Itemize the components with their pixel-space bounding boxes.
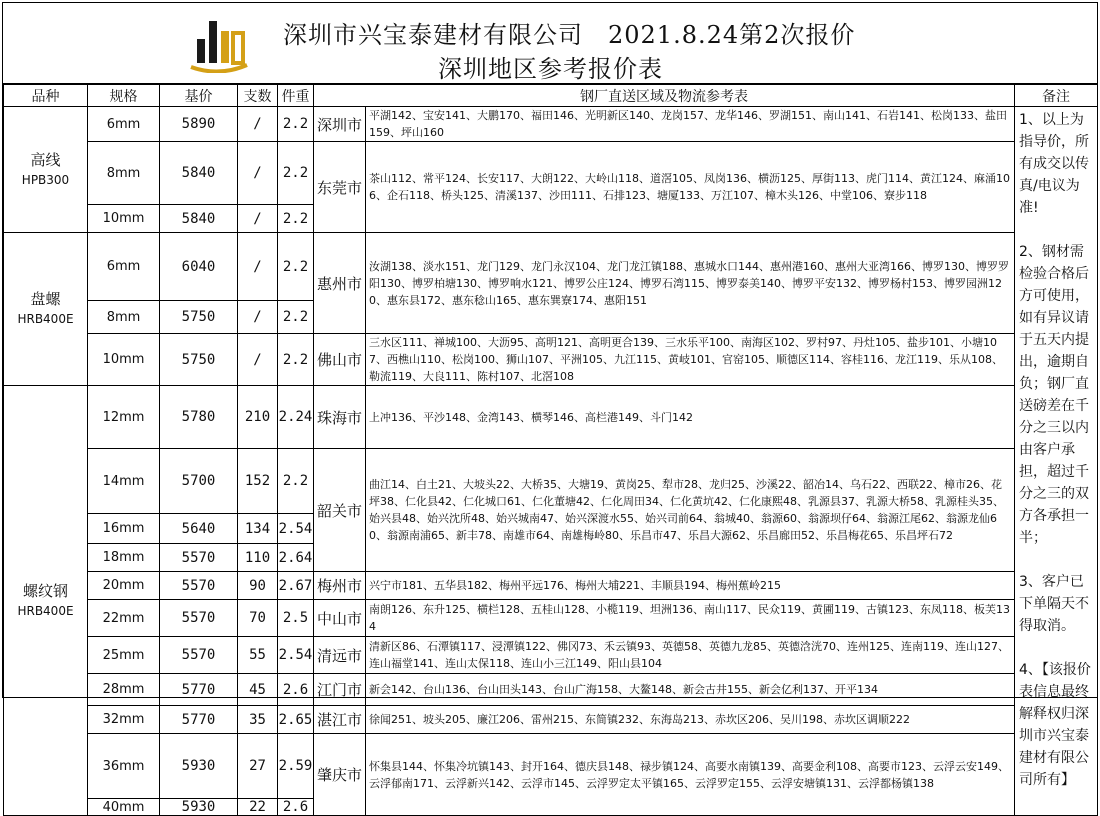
cell-weight: 2.2 bbox=[278, 449, 314, 514]
cell-count: / bbox=[238, 205, 278, 233]
cell-spec: 25mm bbox=[88, 637, 160, 674]
note-item: 1、以上为指导价，所有成交以传真/电议为准! bbox=[1019, 112, 1089, 216]
cell-weight: 2.24 bbox=[278, 386, 314, 449]
region-areas: 汝湖138、淡水151、龙门129、龙门永汉104、龙门龙江镇188、惠城水口144、惠州港160、惠州大亚湾166、博罗130、博罗罗阳130、博罗柏塘130、博罗响水121、博罗公庄124、博罗石湾115、博罗泰美140、博罗平安132、博罗杨村153、博罗园洲120、惠东县172、惠东稔山165、惠东巽寮174、惠阳151 bbox=[366, 233, 1015, 334]
cell-price: 5570 bbox=[160, 600, 238, 637]
kind-code: HPB300 bbox=[21, 172, 70, 187]
cell-count: 210 bbox=[238, 386, 278, 449]
table-row bbox=[4, 386, 1098, 449]
cell-price: 5930 bbox=[160, 799, 238, 816]
cell-weight: 2.2 bbox=[278, 205, 314, 233]
col-region: 钢厂直送区域及物流参考表 bbox=[314, 85, 1015, 107]
region-city: 韶关市 bbox=[314, 449, 366, 572]
kind-name: 螺纹钢 bbox=[22, 581, 68, 600]
cell-spec: 10mm bbox=[88, 334, 160, 386]
cell-spec: 6mm bbox=[88, 107, 160, 142]
cell-weight: 2.2 bbox=[278, 107, 314, 142]
cell-spec: 14mm bbox=[88, 449, 160, 514]
kind-code: HRB400E bbox=[17, 312, 74, 326]
cell-count: / bbox=[238, 107, 278, 142]
region-city: 惠州市 bbox=[314, 233, 366, 334]
cell-spec: 28mm bbox=[88, 674, 160, 706]
cell-price: 5640 bbox=[160, 514, 238, 544]
cell-spec: 12mm bbox=[88, 386, 160, 449]
cell-spec: 22mm bbox=[88, 600, 160, 637]
cell-price: 5770 bbox=[160, 674, 238, 706]
cell-count: 22 bbox=[238, 799, 278, 816]
cell-weight: 2.2 bbox=[278, 233, 314, 301]
cell-weight: 2.2 bbox=[278, 334, 314, 386]
cell-spec: 6mm bbox=[88, 233, 160, 301]
product-kind bbox=[4, 386, 88, 816]
table-row bbox=[4, 233, 1098, 301]
col-price: 基价 bbox=[160, 85, 238, 107]
cell-spec: 32mm bbox=[88, 706, 160, 734]
product-kind bbox=[4, 233, 88, 386]
cell-weight: 2.2 bbox=[278, 301, 314, 334]
region-city: 中山市 bbox=[314, 600, 366, 637]
price-sheet bbox=[2, 2, 1098, 815]
note-item: 4、【该报价表信息最终解释权归深圳市兴宝泰建材有限公司所有】 bbox=[1019, 662, 1091, 788]
region-city: 湛江市 bbox=[314, 706, 366, 734]
cell-price: 5780 bbox=[160, 386, 238, 449]
cell-weight: 2.59 bbox=[278, 734, 314, 799]
cell-price: 5930 bbox=[160, 734, 238, 799]
region-areas: 三水区111、禅城100、大沥95、高明121、高明更合139、三水乐平100、南海区102、罗村97、丹灶105、盐步101、小塘107、西樵山110、松岗100、狮山107、平洲105、九江115、黄岐101、官窑105、顺德区114、容桂116、龙江119、乐从108、勒流119、大良111、陈村107、北滘108 bbox=[366, 334, 1015, 386]
region-city: 清远市 bbox=[314, 637, 366, 674]
table-row bbox=[4, 107, 1098, 142]
cell-count: 134 bbox=[238, 514, 278, 544]
cell-weight: 2.54 bbox=[278, 514, 314, 544]
cell-weight: 2.67 bbox=[278, 572, 314, 600]
cell-spec: 18mm bbox=[88, 544, 160, 572]
price-table bbox=[3, 84, 1098, 816]
col-weight: 件重 bbox=[278, 85, 314, 107]
col-spec: 规格 bbox=[88, 85, 160, 107]
region-areas: 平湖142、宝安141、大鹏170、福田146、光明新区140、龙岗157、龙华146、罗湖151、南山141、石岩141、松岗133、盐田159、坪山160 bbox=[366, 107, 1015, 142]
cell-count: 55 bbox=[238, 637, 278, 674]
cell-count: 35 bbox=[238, 706, 278, 734]
cell-price: 5840 bbox=[160, 142, 238, 205]
cell-price: 5570 bbox=[160, 544, 238, 572]
cell-weight: 2.6 bbox=[278, 674, 314, 706]
cell-count: / bbox=[238, 233, 278, 301]
note-item: 2、钢材需检验合格后方可使用，如有异议请于五天内提出，逾期自负；钢厂直送磅差在千分之三以内由客户承担，超过千分之三的双方各承担一半； bbox=[1019, 244, 1089, 546]
region-areas: 徐闻251、坡头205、廉江206、雷州215、东简镇232、东海岛213、赤坎区206、吴川198、赤坎区调顺222 bbox=[366, 706, 1015, 734]
cell-count: / bbox=[238, 301, 278, 334]
cell-price: 5750 bbox=[160, 334, 238, 386]
region-areas: 兴宁市181、五华县182、梅州平远176、梅州大埔221、丰顺县194、梅州蕉岭215 bbox=[366, 572, 1015, 600]
cell-price: 5570 bbox=[160, 572, 238, 600]
region-city: 深圳市 bbox=[314, 107, 366, 142]
product-kind bbox=[4, 107, 88, 233]
region-city: 东莞市 bbox=[314, 142, 366, 233]
cell-weight: 2.2 bbox=[278, 142, 314, 205]
cell-count: / bbox=[238, 334, 278, 386]
cell-count: 45 bbox=[238, 674, 278, 706]
cell-spec: 36mm bbox=[88, 734, 160, 799]
region-areas: 曲江14、白土21、大坡头22、大桥35、大塘19、黄岗25、犁市28、龙归25、沙溪22、韶冶14、乌石22、西联22、樟市26、花坪38、仁化县42、仁化城口61、仁化董塘42、仁化周田34、仁化黄坑42、仁化康熙48、乳源县37、乳源大桥58、乳源桂头35、始兴县48、始兴沈所48、始兴城南47、始兴深渡水55、始兴司前64、翁城40、翁源60、翁源坝仔64、翁源江尾62、翁源龙仙60、翁源南浦65、新丰78、南雄市64、南雄梅岭80、乐昌市47、乐昌大源62、乐昌廊田52、乐昌梅花65、乐昌坪石72 bbox=[366, 449, 1015, 572]
region-city: 珠海市 bbox=[314, 386, 366, 449]
cell-price: 5700 bbox=[160, 449, 238, 514]
cell-price: 5890 bbox=[160, 107, 238, 142]
table-row bbox=[4, 142, 1098, 205]
table-header-row bbox=[4, 85, 1098, 107]
region-city: 江门市 bbox=[314, 674, 366, 706]
cell-count: 90 bbox=[238, 572, 278, 600]
table-row bbox=[4, 600, 1098, 637]
table-row bbox=[4, 734, 1098, 799]
cell-price: 5750 bbox=[160, 301, 238, 334]
region-city: 肇庆市 bbox=[314, 734, 366, 816]
region-areas: 清新区86、石潭镇117、浸潭镇122、佛冈73、禾云镇93、英德58、英德九龙85、英德浛洸70、连州125、连南119、连山127、连山福堂141、连山太保118、连山小三江149、阳山县104 bbox=[366, 637, 1015, 674]
page-title: 深圳市兴宝泰建材有限公司 2021.8.24第2次报价 bbox=[283, 21, 856, 49]
kind-name: 高线 bbox=[30, 150, 61, 169]
cell-spec: 20mm bbox=[88, 572, 160, 600]
kind-code: HRB400E bbox=[17, 603, 74, 618]
page-subtitle: 深圳地区参考报价表 bbox=[438, 55, 663, 83]
col-kind: 品种 bbox=[4, 85, 88, 107]
header bbox=[3, 3, 1097, 84]
cell-weight: 2.64 bbox=[278, 544, 314, 572]
table-row bbox=[4, 674, 1098, 706]
cell-count: / bbox=[238, 142, 278, 205]
company-logo-icon bbox=[189, 17, 249, 73]
col-count: 支数 bbox=[238, 85, 278, 107]
region-areas: 上冲136、平沙148、金湾143、横琴146、高栏港149、斗门142 bbox=[366, 386, 1015, 449]
cell-weight: 2.5 bbox=[278, 600, 314, 637]
table-row bbox=[4, 449, 1098, 514]
region-areas: 南朗126、东升125、横栏128、五桂山128、小榄119、坦洲136、南山117、民众119、黄圃119、古镇123、东凤118、板芙134 bbox=[366, 600, 1015, 637]
cell-spec: 8mm bbox=[88, 301, 160, 334]
cell-count: 27 bbox=[238, 734, 278, 799]
table-row bbox=[4, 334, 1098, 386]
table-row bbox=[4, 637, 1098, 674]
cell-weight: 2.6 bbox=[278, 799, 314, 816]
cell-count: 110 bbox=[238, 544, 278, 572]
notes-column bbox=[1015, 107, 1098, 816]
region-city: 梅州市 bbox=[314, 572, 366, 600]
table-row bbox=[4, 572, 1098, 600]
cell-price: 5840 bbox=[160, 205, 238, 233]
cell-count: 70 bbox=[238, 600, 278, 637]
cell-spec: 40mm bbox=[88, 799, 160, 816]
cell-price: 5570 bbox=[160, 637, 238, 674]
kind-name: 盘螺 bbox=[30, 290, 61, 308]
cell-weight: 2.65 bbox=[278, 706, 314, 734]
cell-spec: 16mm bbox=[88, 514, 160, 544]
region-areas: 怀集县144、怀集冷坑镇143、封开164、德庆县148、禄步镇124、高要水南镇139、高要金利108、高要市123、云浮云安149、云浮郁南171、云浮新兴142、云浮市145、云浮罗定太平镇165、云浮罗定155、云浮安塘镇131、云浮都杨镇138 bbox=[366, 734, 1015, 816]
cell-spec: 10mm bbox=[88, 205, 160, 233]
region-areas: 新会142、台山136、台山田头143、台山广海158、大鳌148、新会古井155、新会亿利137、开平134 bbox=[366, 674, 1015, 706]
region-city: 佛山市 bbox=[314, 334, 366, 386]
cell-weight: 2.54 bbox=[278, 637, 314, 674]
col-notes: 备注 bbox=[1015, 85, 1098, 107]
cell-spec: 8mm bbox=[88, 142, 160, 205]
cell-price: 6040 bbox=[160, 233, 238, 301]
cell-count: 152 bbox=[238, 449, 278, 514]
cell-price: 5770 bbox=[160, 706, 238, 734]
table-row bbox=[4, 706, 1098, 734]
region-areas: 茶山112、常平124、长安117、大朗122、大岭山118、道滘105、凤岗136、横沥125、厚街113、虎门114、黄江124、麻涌106、企石118、桥头125、清溪137、沙田111、石排123、塘厦133、万江107、樟木头126、中堂106、寮步118 bbox=[366, 142, 1015, 233]
note-item: 3、客户已下单隔天不得取消。 bbox=[1019, 574, 1089, 634]
